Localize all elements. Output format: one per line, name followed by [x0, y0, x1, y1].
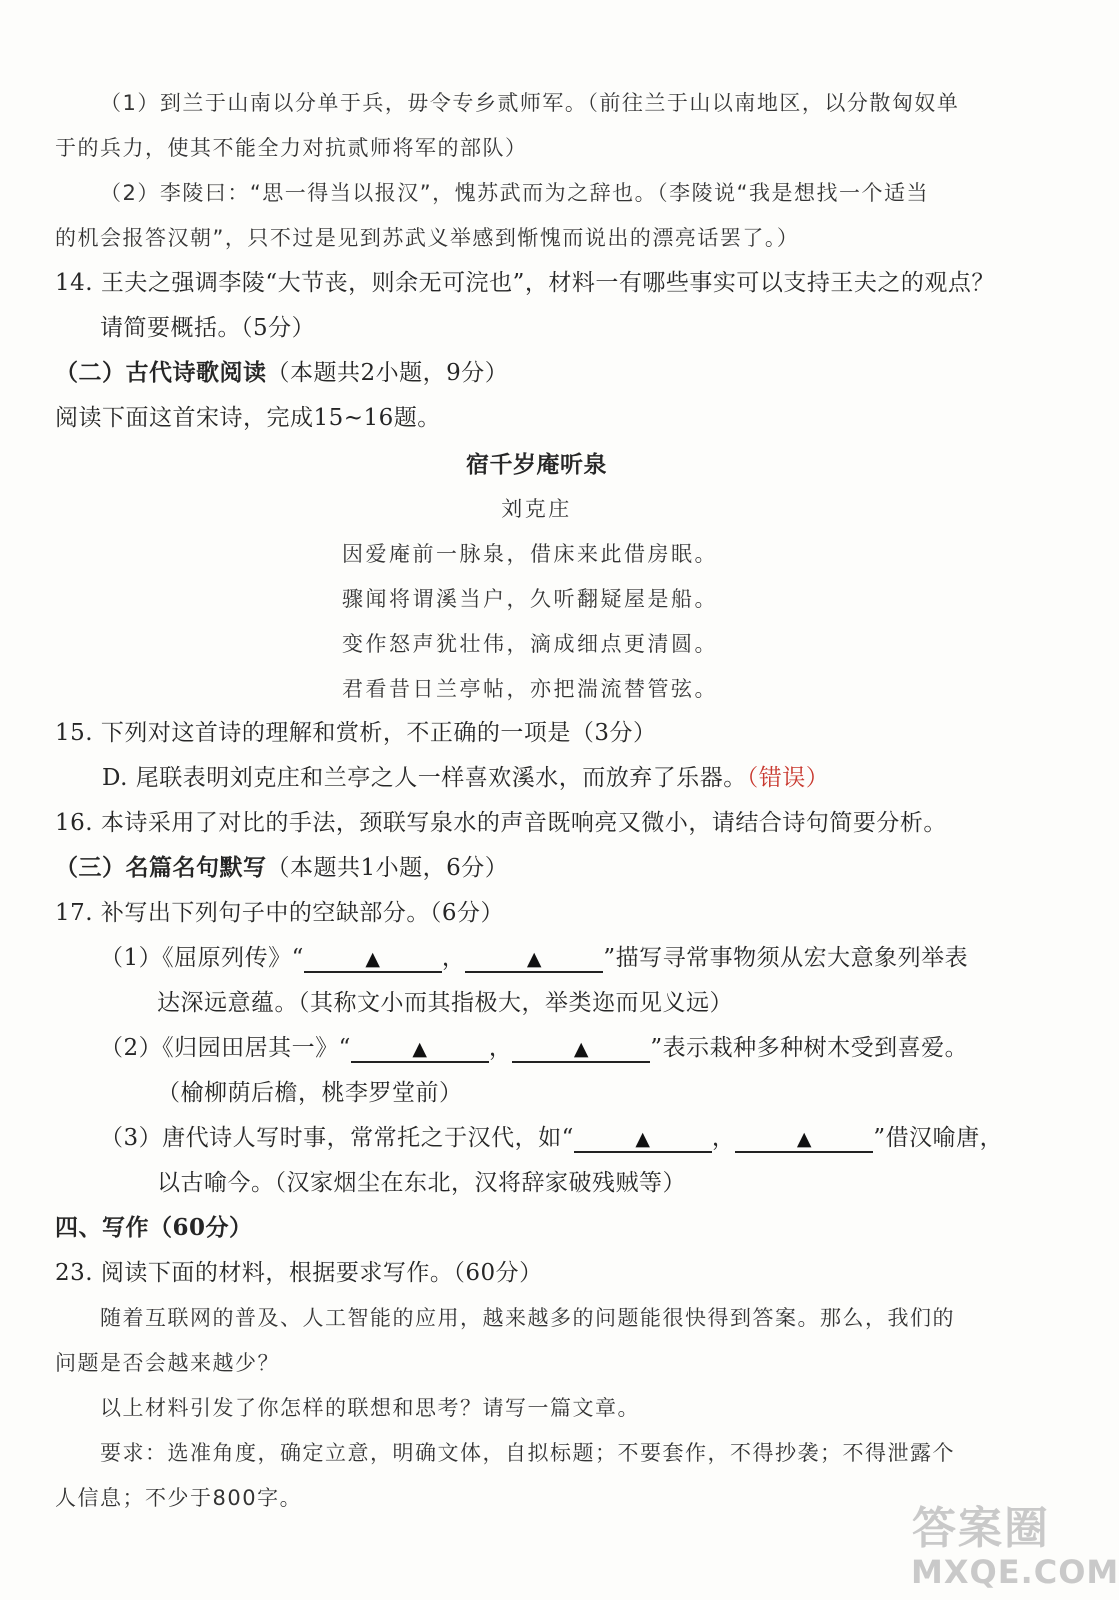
- poem-title: 宿千岁庵听泉: [466, 451, 607, 478]
- section-3-title: （三）名篇名句默写: [55, 854, 267, 881]
- q13-translation-1-line2: 于的兵力，使其不能全力对抗贰师将军的部队）: [55, 136, 528, 160]
- question-15: 15. 下列对这首诗的理解和赏析，不正确的一项是（3分）: [55, 720, 657, 746]
- q17-2-blank-1[interactable]: [351, 1036, 489, 1063]
- poem-line-4: 君看昔日兰亭帖，亦把湍流替管弦。: [342, 677, 718, 701]
- q23-material-line1: 随着互联网的普及、人工智能的应用，越来越多的问题能很快得到答案。那么，我们的: [100, 1306, 955, 1330]
- poem-line-2: 骤闻将谓溪当户，久听翻疑屋是船。: [342, 587, 718, 611]
- q17-2-suffix: ”表示栽种多种树木受到喜爱。: [650, 1035, 969, 1061]
- q17-3-blank-2[interactable]: [735, 1126, 873, 1153]
- question-17-2-line2: （榆柳荫后檐，桃李罗堂前）: [157, 1080, 463, 1106]
- poem-line-3: 变作怒声犹壮伟，滴成细点更清圆。: [342, 632, 718, 656]
- question-23: 23. 阅读下面的材料，根据要求写作。（60分）: [55, 1260, 543, 1286]
- q17-2-blank-2[interactable]: [512, 1036, 650, 1063]
- triangle-icon: ▲: [365, 948, 381, 970]
- q23-prompt: 以上材料引发了你怎样的联想和思考？请写一篇文章。: [100, 1396, 640, 1420]
- section-2-intro: 阅读下面这首宋诗，完成15~16题。: [55, 405, 441, 431]
- section-4-heading: 四、写作（60分）: [55, 1214, 253, 1241]
- question-17-3-line1: [100, 1123, 1003, 1153]
- question-17: 17. 补写出下列句子中的空缺部分。（6分）: [55, 900, 505, 926]
- question-17-1-line1: [100, 943, 968, 973]
- q17-3-suffix: ”借汉喻唐，: [873, 1125, 1004, 1151]
- q13-translation-1-line1: （1）到兰于山南以分单于兵，毋令专乡贰师军。（前往兰于山以南地区，以分散匈奴单: [100, 91, 960, 115]
- watermark-bottom: MXQE.COM: [911, 1553, 1119, 1591]
- q17-2-comma: ，: [488, 1035, 513, 1061]
- poem-line-1: 因爱庵前一脉泉，借床来此借房眠。: [342, 542, 718, 566]
- error-mark: （错误）: [746, 765, 830, 791]
- q23-requirements-line1: 要求：选准角度，确定立意，明确文体，自拟标题；不要套作，不得抄袭；不得泄露个: [100, 1441, 955, 1465]
- q17-3-blank-1[interactable]: [574, 1126, 712, 1153]
- question-17-1-line2: 达深远意蕴。（其称文小而其指极大，举类迩而见义远）: [157, 990, 733, 1016]
- q17-2-prefix: （2）《归园田居其一》“: [100, 1035, 351, 1061]
- q23-material-line2: 问题是否会越来越少？: [55, 1351, 280, 1375]
- q17-1-prefix: （1）《屈原列传》“: [100, 945, 304, 971]
- q17-1-comma: ，: [441, 945, 466, 971]
- q13-translation-2-line1: （2）李陵曰：“思一得当以报汉”，愧苏武而为之辞也。（李陵说“我是想找一个适当: [100, 181, 929, 205]
- q13-translation-2-line2: 的机会报答汉朝”，只不过是见到苏武义举感到惭愧而说出的漂亮话罢了。）: [55, 226, 800, 250]
- triangle-icon: ▲: [635, 1128, 651, 1150]
- question-17-2-line1: [100, 1033, 968, 1063]
- option-d-text: D. 尾联表明刘克庄和兰亭之人一样喜欢溪水，而放弃了乐器。: [102, 765, 747, 791]
- watermark-top: 答案圈: [912, 1503, 1050, 1554]
- triangle-icon: ▲: [573, 1038, 589, 1060]
- triangle-icon: ▲: [412, 1038, 428, 1060]
- triangle-icon: ▲: [796, 1128, 812, 1150]
- question-14-line1: 14. 王夫之强调李陵“大节丧，则余无可浣也”，材料一有哪些事实可以支持王夫之的观点？: [55, 270, 995, 296]
- question-17-3-line2: 以古喻今。（汉家烟尘在东北，汉将辞家破残贼等）: [157, 1170, 686, 1196]
- q17-1-blank-2[interactable]: [465, 946, 603, 973]
- section-2-note: （本题共2小题，9分）: [266, 360, 509, 386]
- section-2-title: （二）古代诗歌阅读: [55, 359, 267, 386]
- triangle-icon: ▲: [526, 948, 542, 970]
- question-15-option-d: [102, 763, 829, 793]
- section-2-heading: [55, 358, 508, 388]
- q23-requirements-line2: 人信息；不少于800字。: [55, 1486, 303, 1510]
- q17-1-suffix: ”描写寻常事物须从宏大意象列举表: [603, 945, 969, 971]
- section-3-note: （本题共1小题，6分）: [266, 855, 509, 881]
- question-14-line2: 请简要概括。（5分）: [100, 315, 316, 341]
- section-3-heading: [55, 853, 508, 883]
- q17-3-prefix: （3）唐代诗人写时事，常常托之于汉代，如“: [100, 1125, 574, 1151]
- q17-3-comma: ，: [711, 1125, 736, 1151]
- q17-1-blank-1[interactable]: [304, 946, 442, 973]
- poem-author: 刘克庄: [501, 497, 572, 521]
- question-16: 16. 本诗采用了对比的手法，颈联写泉水的声音既响亮又微小，请结合诗句简要分析。: [55, 810, 947, 836]
- watermark-logo: [911, 1503, 1119, 1596]
